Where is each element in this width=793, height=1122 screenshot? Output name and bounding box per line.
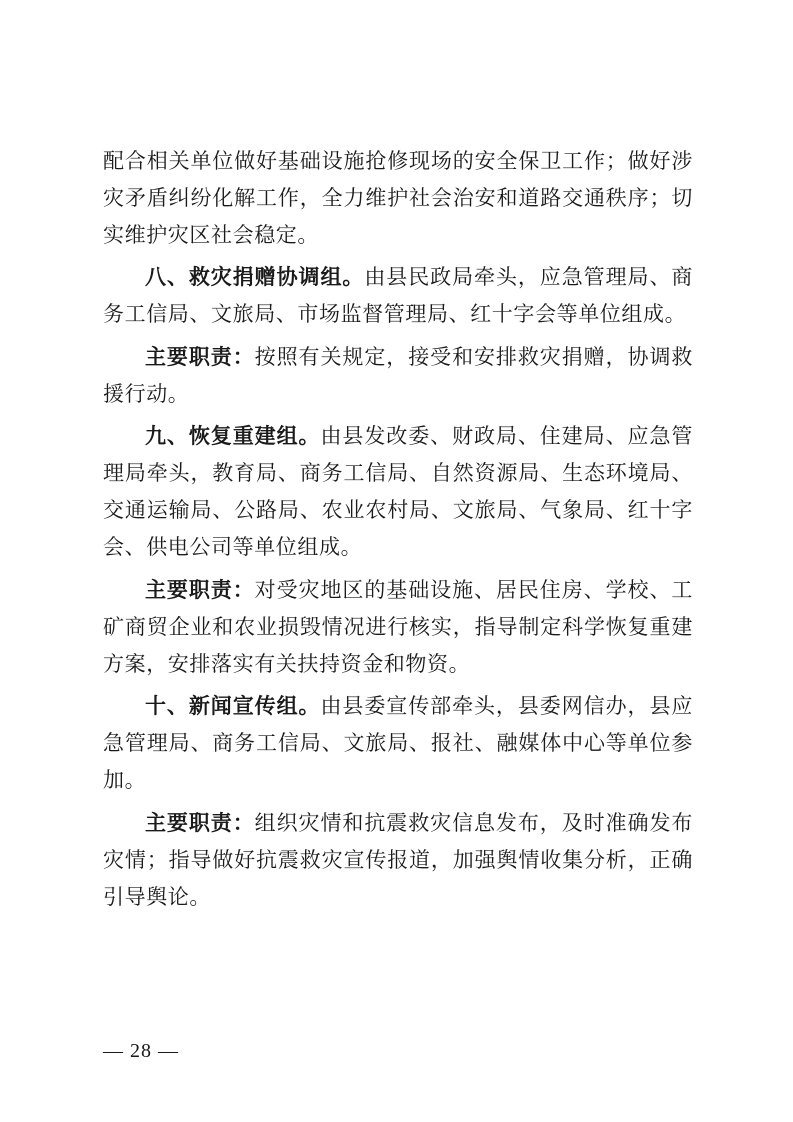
section-10-duties: 组织灾情和抗震救灾信息发布，及时准确发布灾情；指导做好抗震救灾宣传报道，加强舆情收集分析，正确引导舆论。 — [103, 811, 694, 909]
section-10-heading-paragraph — [103, 688, 693, 799]
document-body — [103, 143, 693, 921]
section-9-duties-paragraph — [103, 571, 693, 683]
duties-label: 主要职责： — [145, 577, 255, 602]
section-10-members: 由县委宣传部牵头，县委网信办，县应急管理局、商务工信局、文旅局、报社、融媒体中心等单位参加。 — [103, 694, 693, 792]
section-8-duties: 按照有关规定，接受和安排救灾捐赠，协调救援行动。 — [103, 345, 694, 406]
duties-label: 主要职责： — [145, 810, 255, 835]
section-9-title: 九、恢复重建组。 — [145, 424, 321, 448]
section-8-heading-paragraph — [103, 259, 693, 333]
section-9-heading-paragraph — [103, 418, 693, 566]
section-8-duties-paragraph — [103, 338, 693, 413]
section-10-title: 十、新闻宣传组。 — [145, 694, 321, 718]
page-number: — 28 — — [103, 1040, 179, 1062]
section-9-duties: 对受灾地区的基础设施、居民住房、学校、工矿商贸企业和农业损毁情况进行核实，指导制定科学恢复重建方案，安排落实有关扶持资金和物资。 — [103, 578, 694, 676]
section-8-title: 八、救灾捐赠协调组。 — [145, 265, 365, 289]
paragraph-text: 配合相关单位做好基础设施抢修现场的安全保卫工作；做好涉灾矛盾纠纷化解工作，全力维护社会治安和道路交通秩序；切实维护灾区社会稳定。 — [103, 149, 693, 247]
paragraph-continuation — [103, 143, 693, 254]
section-8-members: 由县民政局牵头，应急管理局、商务工信局、文旅局、市场监督管理局、红十字会等单位组成。 — [103, 265, 694, 326]
duties-label: 主要职责： — [145, 344, 255, 369]
section-10-duties-paragraph — [103, 804, 693, 916]
section-9-members: 由县发改委、财政局、住建局、应急管理局牵头，教育局、商务工信局、自然资源局、生态环境局、交通运输局、公路局、农业农村局、文旅局、气象局、红十字会、供电公司等单位组成。 — [103, 424, 693, 559]
